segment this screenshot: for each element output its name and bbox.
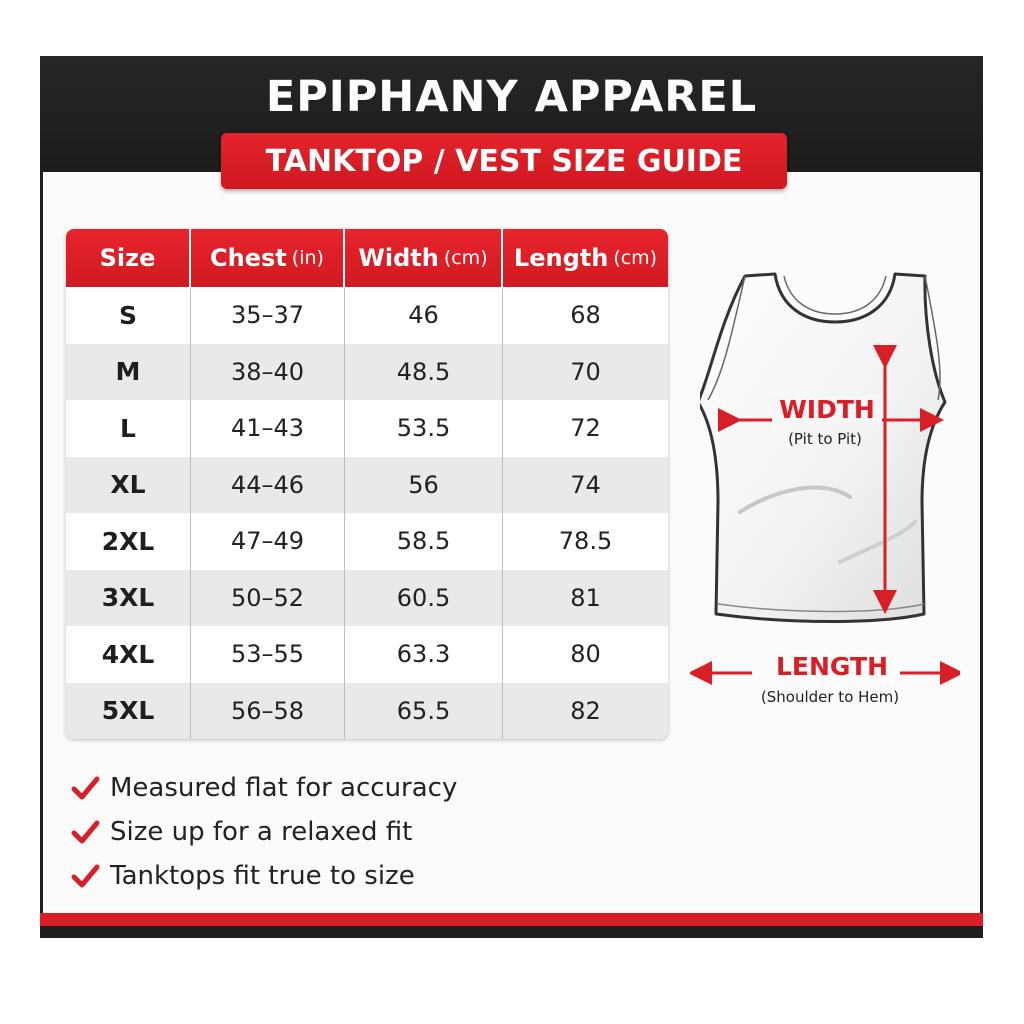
size-cell: S: [66, 287, 191, 344]
table-row: [66, 287, 668, 344]
chest-cell: 38–40: [191, 344, 345, 401]
size-cell: 4XL: [66, 626, 191, 683]
width-sublabel: (Pit to Pit): [788, 430, 862, 448]
tanktop-collar-trim-shape: [784, 276, 886, 314]
table-row: [66, 400, 668, 457]
chest-cell: 44–46: [191, 457, 345, 514]
width-cell: 56: [345, 457, 503, 514]
length-cell: 81: [570, 583, 601, 612]
check-icon: [70, 817, 100, 847]
size-cell: M: [66, 344, 191, 401]
table-row: [66, 513, 668, 570]
length-cell: 82: [570, 696, 601, 725]
check-icon: [70, 861, 100, 891]
width-cell: 63.3: [345, 626, 503, 683]
note-text: Size up for a relaxed fit: [110, 817, 413, 847]
length-cell: 72: [570, 414, 601, 443]
table-header: [66, 229, 668, 287]
length-label: LENGTH: [776, 652, 888, 681]
size-cell: 5XL: [66, 683, 191, 740]
column-header-length: Length (cm): [513, 244, 658, 272]
list-item: [70, 810, 590, 854]
table-row: [66, 626, 668, 683]
length-cell: 74: [570, 470, 601, 499]
chest-cell: 35–37: [191, 287, 345, 344]
chest-cell: 56–58: [191, 683, 345, 740]
size-cell: XL: [66, 457, 191, 514]
width-cell: 46: [345, 287, 503, 344]
length-cell: 80: [570, 640, 601, 669]
column-header-size: Size: [66, 229, 191, 287]
length-cell: 70: [570, 357, 601, 386]
width-cell: 65.5: [345, 683, 503, 740]
size-cell: 3XL: [66, 570, 191, 627]
width-cell: 60.5: [345, 570, 503, 627]
guide-subtitle-ribbon: [221, 133, 787, 189]
width-cell: 58.5: [345, 513, 503, 570]
size-cell: 2XL: [66, 513, 191, 570]
length-cell: 78.5: [558, 527, 613, 556]
fit-notes-list: [70, 766, 590, 898]
table-row: [66, 457, 668, 514]
width-label: WIDTH: [772, 395, 882, 424]
note-text: Measured flat for accuracy: [110, 773, 458, 803]
table-row: [66, 344, 668, 401]
list-item: [70, 854, 590, 898]
table-row: [66, 683, 668, 740]
size-cell: L: [66, 400, 191, 457]
table-row: [66, 570, 668, 627]
column-header-width: Width (cm): [345, 229, 503, 287]
length-sublabel: (Shoulder to Hem): [760, 688, 900, 706]
width-cell: 53.5: [345, 400, 503, 457]
brand-title: EPIPHANY APPAREL: [265, 72, 758, 122]
check-icon: [70, 773, 100, 803]
guide-subtitle: TANKTOP / VEST SIZE GUIDE: [265, 143, 743, 179]
width-cell: 48.5: [345, 344, 503, 401]
list-item: [70, 766, 590, 810]
note-text: Tanktops fit true to size: [110, 861, 415, 891]
length-cell: 68: [570, 301, 601, 330]
size-table: [66, 229, 668, 739]
column-header-chest: Chest (in): [191, 229, 345, 287]
footer-accent: [40, 913, 983, 926]
chest-cell: 47–49: [191, 513, 345, 570]
tanktop-illustration: [700, 262, 970, 642]
chest-cell: 41–43: [191, 400, 345, 457]
chest-cell: 50–52: [191, 570, 345, 627]
chest-cell: 53–55: [191, 626, 345, 683]
table-body: [66, 287, 668, 739]
